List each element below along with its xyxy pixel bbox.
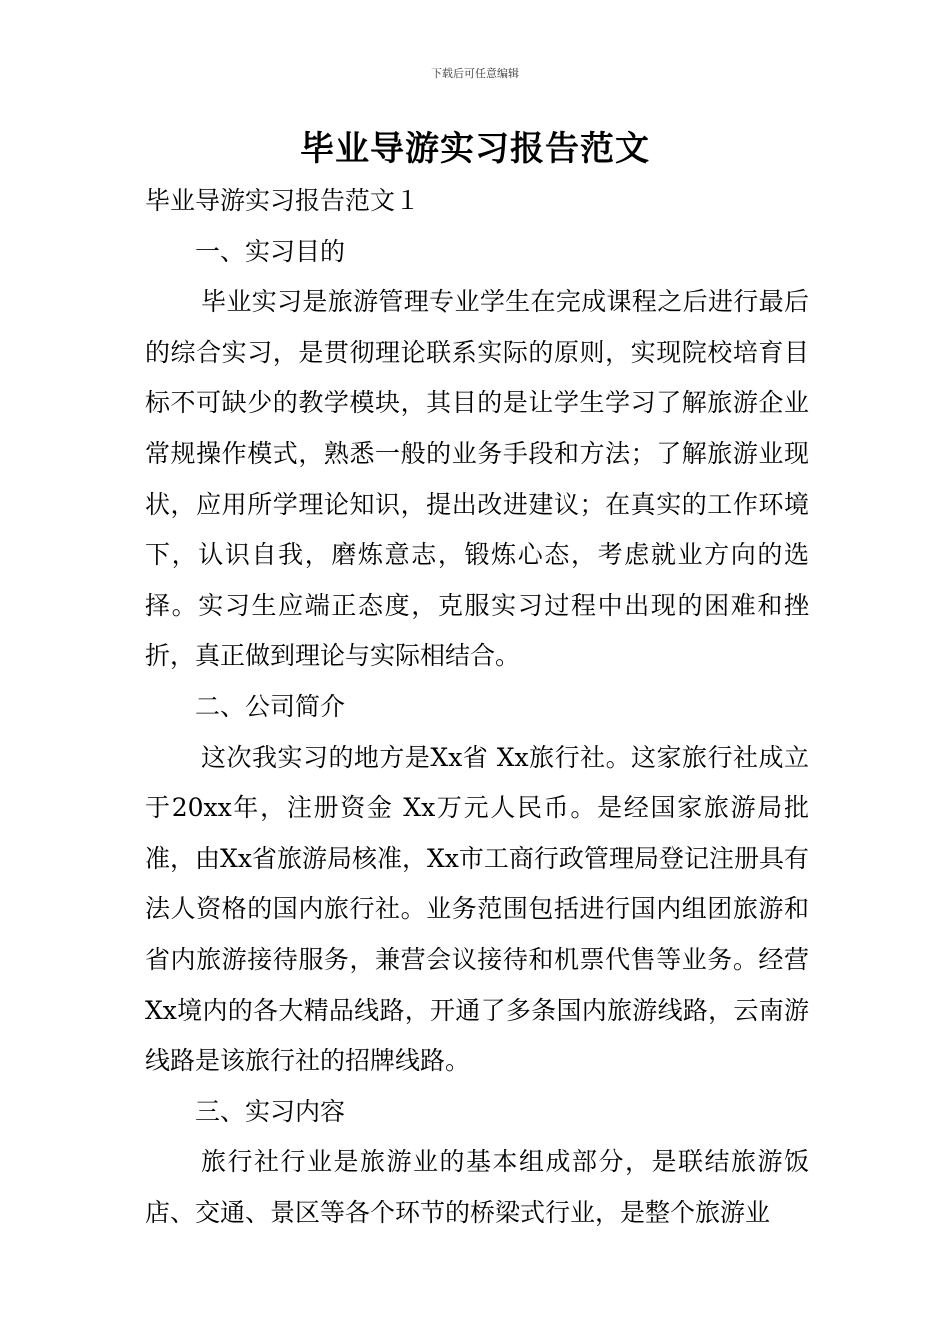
section-heading-company: 二、公司简介: [195, 691, 346, 721]
document-title: 毕业导游实习报告范文: [300, 129, 650, 169]
section-paragraph-content: 旅行社行业是旅游业的基本组成部分，是联结旅游饭店、交通、景区等各个环节的桥梁式行业，是整个旅游业: [145, 1147, 809, 1227]
document-subtitle: 毕业导游实习报告范文１: [145, 186, 421, 215]
section-paragraph-purpose: 毕业实习是旅游管理专业学生在完成课程之后进行最后的综合实习，是贯彻理论联系实际的原则，实现院校培育目标不可缺少的教学模块，其目的是让学生学习了解旅游企业常规操作模式，熟悉一般的业务手段和方法；了解旅游业现状，应用所学理论知识，提出改进建议；在真实的工作环境下，认识自我，磨炼意志，锻炼心态，考虑就业方向的选择。实习生应端正态度，克服实习过程中出现的困难和挫折，真正做到理论与实际相结合。: [145, 287, 809, 671]
section-paragraph-company: 这次我实习的地方是Xx省 Xx旅行社。这家旅行社成立于20xx年，注册资金 Xx万元人民币。是经国家旅游局批准，由Xx省旅游局核准，Xx市工商行政管理局登记注册具有法人资格的国内旅行社。业务范围包括进行国内组团旅游和省内旅游接待服务，兼营会议接待和机票代售等业务。经营Xx境内的各大精品线路，开通了多条国内旅游线路，云南游线路是该旅行社的招牌线路。: [145, 742, 809, 1076]
document-body: [145, 176, 809, 1238]
header-note: 下载后可任意编辑: [431, 67, 519, 80]
section-heading-content: 三、实习内容: [195, 1096, 346, 1126]
section-heading-purpose: 一、实习目的: [195, 236, 346, 266]
